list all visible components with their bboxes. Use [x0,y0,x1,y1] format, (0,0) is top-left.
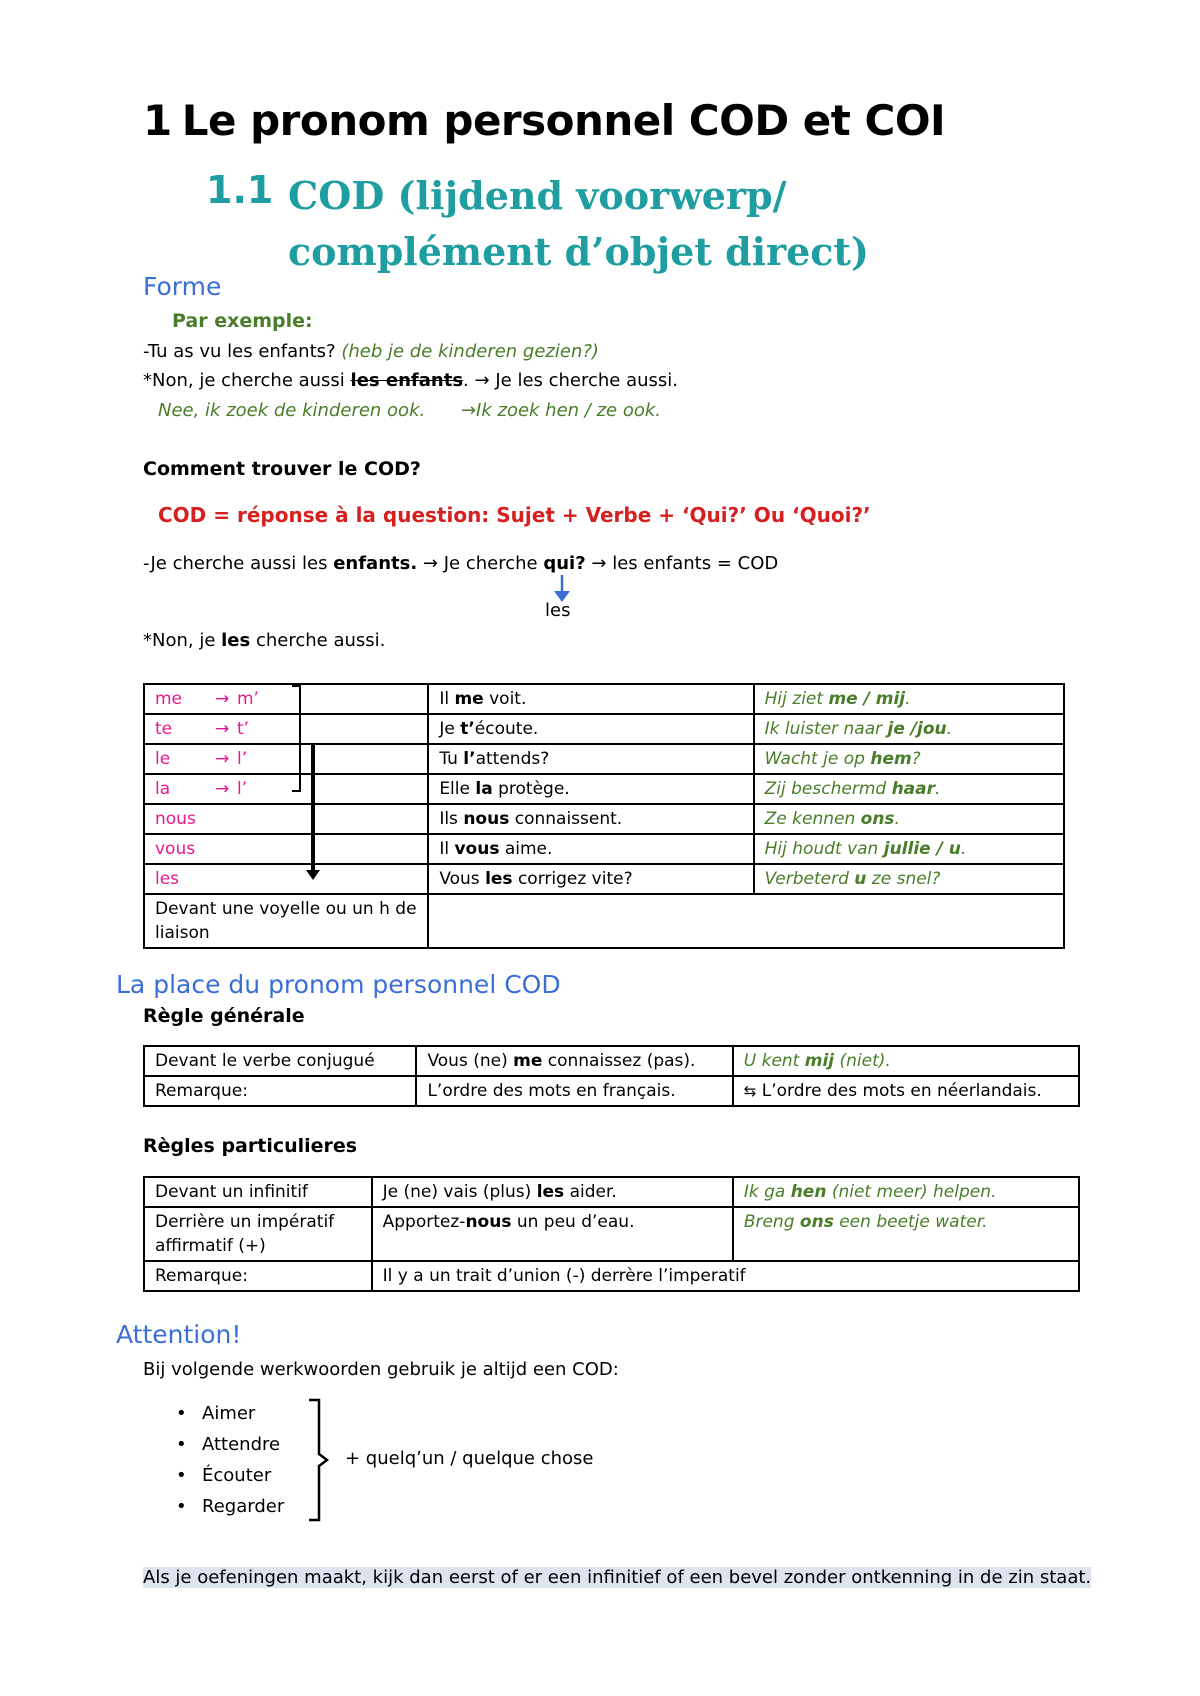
fr-pronoun: vous [454,839,500,859]
example-2-result: Je les cherche aussi. [495,370,679,391]
pronoun: la [155,779,171,799]
elided-form: t’ [237,719,250,739]
swap-icon: ⇆ [743,1082,757,1100]
nl-pronoun: hen [790,1182,827,1202]
nl-pronoun: je /jou [887,719,947,739]
nl-pronoun: ons [799,1212,834,1232]
pronoun: les [155,869,180,889]
arrow-right-icon: → [215,719,230,739]
verb-list [176,1403,298,1527]
nl-example-cell [754,744,1064,774]
page-title [143,96,945,145]
arrow-down-icon [550,575,574,603]
note-cell: Devant une voyelle ou un h de liaison [144,894,428,948]
nl-text-end: een beetje water. [833,1212,988,1232]
example-3-start: Nee, ik zoek de kinderen ook. [158,400,426,421]
elided-form: l’ [237,749,248,769]
footer-note: Als je oefeningen maakt, kijk dan eerst of er een infinitief of een bevel zonder ontkenning in de zin staat. [143,1567,1092,1588]
forme-heading: Forme [143,272,222,301]
regles-particulieres-table [143,1176,1080,1292]
nl-text-end: (niet). [834,1051,891,1071]
cod-ex1-b: enfants. [333,553,418,574]
nl-text: U kent [743,1051,805,1071]
fr-text: Vous [439,869,486,889]
elided-form: m’ [237,689,259,709]
arrow-right-icon: → [422,553,439,574]
brace-icon [305,1398,335,1523]
regle-generale-table [143,1045,1080,1107]
nl-example-cell [754,714,1064,744]
fr-pronoun: l’ [463,749,476,769]
cod-ex1-e: les enfants = COD [612,553,779,574]
list-item [176,1465,298,1496]
nl-text-end: (niet meer) helpen. [826,1182,997,1202]
subtitle-text: COD (lijdend voorwerp/ complément d’objet direct) [288,173,869,274]
pronoun: le [155,749,171,769]
elided-form: l’ [237,779,248,799]
cell-context: Devant le verbe conjugué [144,1046,416,1076]
cod-ex1-a: -Je cherche aussi les [143,553,328,574]
cell-remark: Il y a un trait d’union (-) derrère l’imperatif [372,1261,1079,1291]
nl-text: Ze kennen [764,809,861,829]
verb: Attendre [202,1434,281,1455]
fr-text-end: protège. [492,779,570,799]
struck-phrase: les enfants [350,370,464,391]
title-number: 1 [143,96,172,145]
example-3-result: Ik zoek hen / ze ook. [476,400,661,421]
cod-ex1-d: qui? [543,553,586,574]
pronoun: nous [155,809,196,829]
fr-pronoun: me [454,689,484,709]
cod-example-2 [143,630,385,651]
table-row [144,1046,1079,1076]
example-line-2 [143,370,678,391]
table-row [144,1177,1079,1207]
fr-example-cell [428,864,753,894]
nl-text: L’ordre des mots en néerlandais. [761,1081,1042,1101]
attention-heading: Attention! [116,1320,242,1349]
bullet-icon: • [176,1434,187,1455]
cod-ex1-c: Je cherche [443,553,538,574]
fr-example-cell [428,744,753,774]
fr-pronoun: me [513,1051,543,1071]
fr-text: Je [439,719,461,739]
cell-fr [372,1207,733,1261]
list-item [176,1434,298,1465]
fr-example-cell [428,774,753,804]
cell-context: Remarque: [144,1076,416,1106]
table-row [144,894,1064,948]
fr-example-cell [428,804,753,834]
fr-text: Vous (ne) [427,1051,514,1071]
cell-context: Devant un infinitif [144,1177,372,1207]
example-1-nl: (heb je de kinderen gezien?) [341,341,599,362]
nl-pronoun: u [854,869,867,889]
nl-pronoun: ons [860,809,895,829]
verb: Regarder [202,1496,285,1517]
fr-text: Il [439,689,455,709]
nl-text-end: . [894,809,900,829]
cod-ex2-c: cherche aussi. [255,630,386,651]
nl-text-end: . [960,839,967,859]
fr-text-end: écoute. [474,719,539,739]
nl-pronoun: haar [891,779,936,799]
example-1-fr: -Tu as vu les enfants? [143,341,336,362]
par-exemple-label: Par exemple: [172,310,313,332]
example-line-1 [143,341,599,362]
arrow-right-icon: → [215,779,230,799]
fr-text: Il [439,839,455,859]
nl-example-cell [754,684,1064,714]
verb: Écouter [202,1465,272,1486]
fr-pronoun: les [536,1182,565,1202]
bracket-overlay [280,684,340,884]
attention-intro: Bij volgende werkwoorden gebruik je altijd een COD: [143,1359,619,1380]
verb: Aimer [202,1403,256,1424]
pronoun: me [155,689,183,709]
table-row [144,1207,1079,1261]
example-2-period: . [463,370,469,391]
fr-text-end: connaissez (pas). [542,1051,696,1071]
nl-text-end: . [935,779,941,799]
nl-pronoun: me / mij [828,689,906,709]
fr-text-end: attends? [475,749,550,769]
nl-example-cell [754,774,1064,804]
pronoun: vous [155,839,196,859]
nl-text-end: ? [911,749,921,769]
arrow-right-icon: → [215,749,230,769]
cod-example-1 [143,553,778,574]
les-label: les [545,600,571,621]
bullet-icon: • [176,1403,187,1424]
nl-example-cell [754,864,1064,894]
nl-example-cell [754,834,1064,864]
arrow-right-icon: → [474,370,490,391]
fr-text: Je (ne) vais (plus) [382,1182,537,1202]
example-line-3 [158,400,661,421]
fr-pronoun: nous [465,1212,512,1232]
list-item [176,1403,298,1434]
cod-ex2-a: *Non, je [143,630,216,651]
fr-pronoun: nous [463,809,510,829]
nl-pronoun: jullie / u [883,839,961,859]
example-2-start: *Non, je cherche aussi [143,370,345,391]
cod-ex2-b: les [221,630,251,651]
table-row [144,1261,1079,1291]
fr-example-cell [428,714,753,744]
bullet-icon: • [176,1496,187,1517]
nl-example-cell [754,804,1064,834]
cell-fr [416,1046,732,1076]
comment-heading: Comment trouver le COD? [143,458,421,480]
nl-text-end: . [905,689,911,709]
nl-pronoun: mij [804,1051,835,1071]
nl-text: Breng [743,1212,800,1232]
fr-text: Elle [439,779,476,799]
cell-fr: L’ordre des mots en français. [416,1076,732,1106]
nl-text-end: ze snel? [866,869,941,889]
nl-text: Ik ga [743,1182,791,1202]
cell-fr [372,1177,733,1207]
fr-text-end: un peu d’eau. [511,1212,635,1232]
regles-particulieres-heading: Règles particulieres [143,1135,358,1157]
fr-example-cell [428,834,753,864]
fr-pronoun: la [475,779,493,799]
list-item [176,1496,298,1527]
cell-nl [733,1076,1079,1106]
nl-text: Hij houdt van [764,839,884,859]
nl-text: Ik luister naar [764,719,888,739]
fr-example-cell [428,684,753,714]
verb-complement: + quelq’un / quelque chose [345,1448,594,1469]
fr-pronoun: t’ [460,719,475,739]
fr-text-end: aider. [564,1182,617,1202]
fr-text: Tu [439,749,464,769]
place-heading: La place du pronom personnel COD [116,970,561,999]
cell-nl [733,1046,1079,1076]
nl-text: Zij beschermd [764,779,892,799]
arrow-right-icon: → [591,553,607,574]
subtitle-number: 1.1 [206,168,274,212]
fr-text-end: voit. [483,689,527,709]
cell-nl [733,1177,1079,1207]
nl-text: Hij ziet [764,689,829,709]
arrow-right-icon: → [215,689,230,709]
fr-text-end: aime. [499,839,553,859]
cell-context: Derrière un impératif affirmatif (+) [144,1207,372,1261]
nl-pronoun: hem [870,749,912,769]
arrow-right-icon: → [460,400,477,421]
bullet-icon: • [176,1465,187,1486]
title-text: Le pronom personnel COD et COI [181,96,946,145]
nl-text: Wacht je op [764,749,871,769]
empty-cell [428,894,1064,948]
fr-text-end: corrigez vite? [512,869,633,889]
fr-text-end: connaissent. [509,809,623,829]
fr-text: Apportez- [382,1212,466,1232]
cell-context: Remarque: [144,1261,372,1291]
fr-pronoun: les [485,869,513,889]
nl-text-end: . [946,719,953,739]
regle-generale-heading: Règle générale [143,1005,305,1027]
cell-nl [733,1207,1079,1261]
fr-text: Ils [439,809,464,829]
pronoun: te [155,719,173,739]
table-row [144,1076,1079,1106]
cod-rule: COD = réponse à la question: Sujet + Verbe + ‘Qui?’ Ou ‘Quoi?’ [158,503,871,527]
nl-text: Verbeterd [764,869,855,889]
